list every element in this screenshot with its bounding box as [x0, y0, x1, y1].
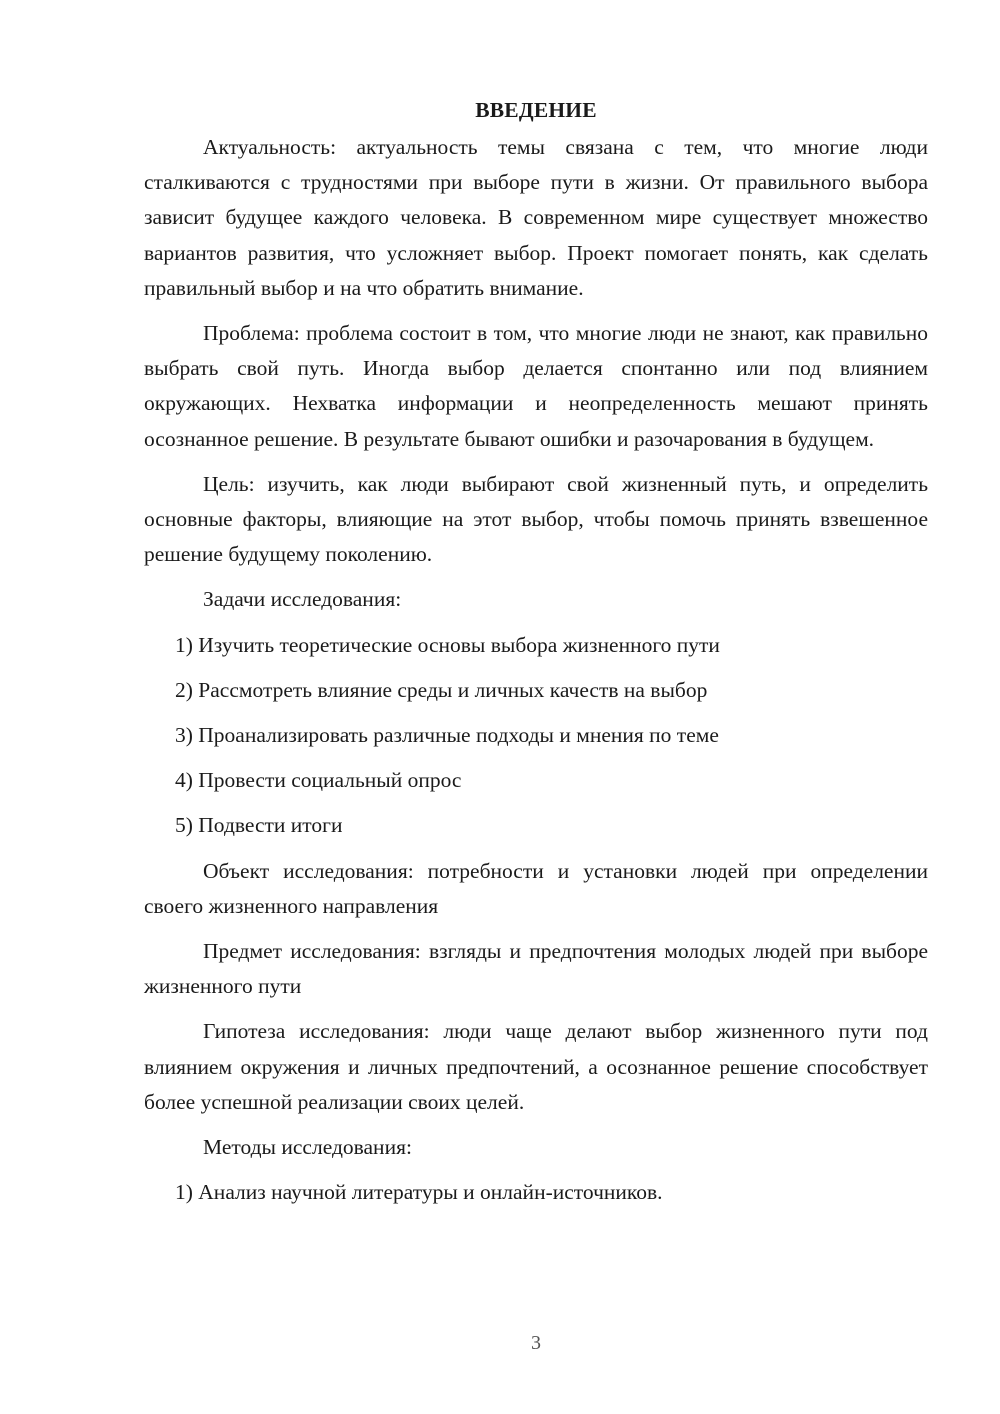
- subject-paragraph: Предмет исследования: взгляды и предпочтения молодых людей при выборе жизненного пути: [144, 939, 928, 999]
- object-paragraph: Объект исследования: потребности и установки людей при определении своего жизненного направления: [144, 858, 928, 918]
- task-item-3: 3) Проанализировать различные подходы и мнения по теме: [175, 723, 719, 748]
- methods-heading: Методы исследования:: [203, 1135, 412, 1160]
- relevance-paragraph: Актуальность: актуальность темы связана с тем, что многие люди сталкиваются с трудностями при выборе пути в жизни. От правильного выбора зависит будущее каждого человека. В современном мире существует множество вариантов развития, что усложняет выбор. Проект помогает понять, как сделать правильный выбор и на что обратить внимание.: [144, 135, 928, 300]
- task-item-5: 5) Подвести итоги: [175, 813, 343, 838]
- task-item-4: 4) Провести социальный опрос: [175, 768, 462, 793]
- page-content: [144, 92, 928, 1220]
- task-item-1: 1) Изучить теоретические основы выбора жизненного пути: [175, 632, 720, 657]
- task-item-2: 2) Рассмотреть влияние среды и личных качеств на выбор: [175, 677, 708, 702]
- tasks-heading: Задачи исследования:: [203, 587, 402, 612]
- page-number: 3: [531, 1332, 541, 1354]
- method-item-1: 1) Анализ научной литературы и онлайн-источников.: [175, 1180, 663, 1205]
- goal-paragraph: Цель: изучить, как люди выбирают свой жизненный путь, и определить основные факторы, влияющие на этот выбор, чтобы помочь принять взвешенное решение будущему поколению.: [144, 471, 928, 567]
- problem-paragraph: Проблема: проблема состоит в том, что многие люди не знают, как правильно выбрать свой путь. Иногда выбор делается спонтанно или под влиянием окружающих. Нехватка информации и неопределенность мешают принять осознанное решение. В результате бывают ошибки и разочарования в будущем.: [144, 321, 928, 451]
- page-title: ВВЕДЕНИЕ: [475, 98, 597, 122]
- hypothesis-paragraph: Гипотеза исследования: люди чаще делают выбор жизненного пути под влиянием окружения и личных предпочтений, а осознанное решение способствует более успешной реализации своих целей.: [144, 1019, 928, 1114]
